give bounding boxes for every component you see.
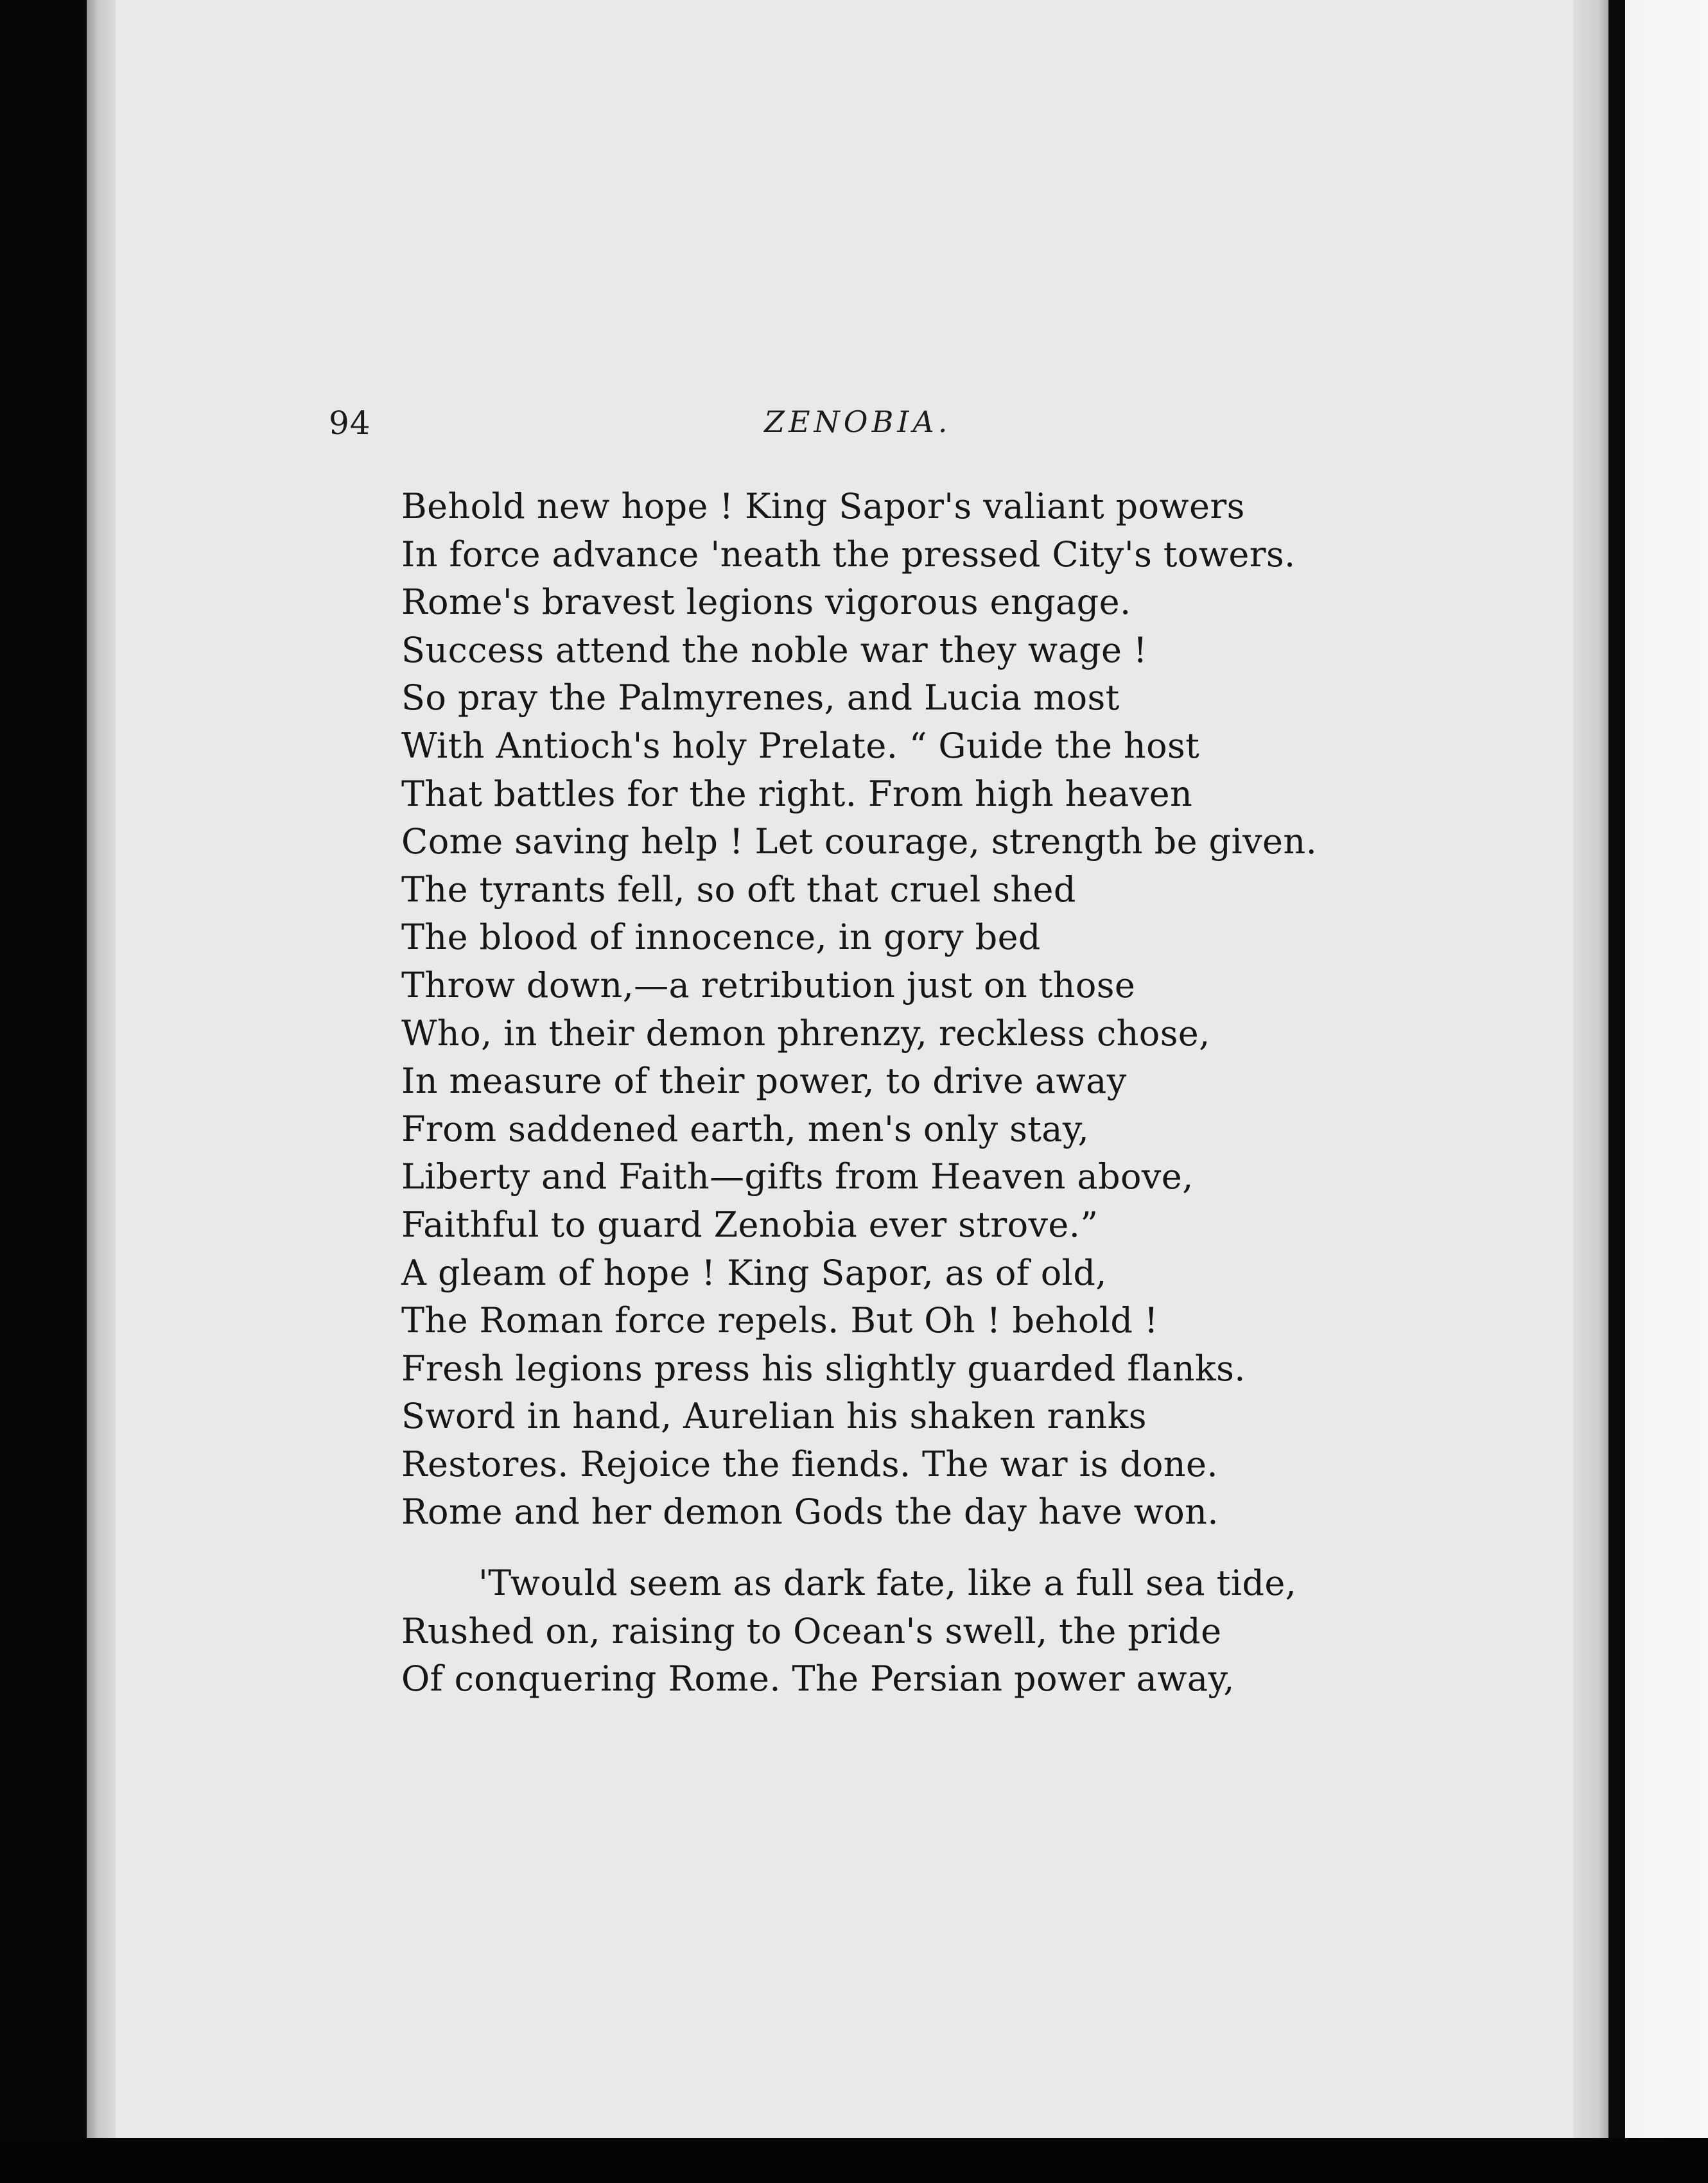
- poem-line: With Antioch's holy Prelate. “ Guide the host: [401, 725, 1200, 766]
- poem-line: In force advance 'neath the pressed City's towers.: [401, 534, 1296, 575]
- poem-line: Of conquering Rome. The Persian power away,: [401, 1658, 1235, 1700]
- poem-line: The tyrants fell, so oft that cruel shed: [401, 869, 1076, 910]
- poem-line: Sword in hand, Aurelian his shaken ranks: [401, 1396, 1147, 1437]
- running-head: ZENOBIA.: [764, 404, 952, 439]
- poem-line: In measure of their power, to drive away: [401, 1061, 1127, 1102]
- poem-line: A gleam of hope ! King Sapor, as of old,: [401, 1252, 1107, 1293]
- poem-line: Faithful to guard Zenobia ever strove.”: [401, 1204, 1099, 1245]
- poem-line: Liberty and Faith—gifts from Heaven above,: [401, 1156, 1194, 1197]
- poem-line: So pray the Palmyrenes, and Lucia most: [401, 677, 1120, 718]
- stanza: [401, 483, 1364, 1536]
- poem-line: Rome and her demon Gods the day have won.: [401, 1492, 1219, 1533]
- poem-line: That battles for the right. From high heaven: [401, 773, 1193, 814]
- poem-line: Success attend the noble war they wage !: [401, 629, 1148, 670]
- page-number: 94: [329, 404, 371, 442]
- poem-line: Come saving help ! Let courage, strength be given.: [401, 821, 1318, 862]
- scan-border-bottom: [0, 2138, 1708, 2183]
- poem-line: Who, in their demon phrenzy, reckless chose,: [401, 1013, 1210, 1054]
- poem-line: The blood of innocence, in gory bed: [401, 917, 1041, 958]
- book-spine: [1608, 0, 1625, 2138]
- poem-line: Fresh legions press his slightly guarded flanks.: [401, 1348, 1246, 1389]
- poem-line: Behold new hope ! King Sapor's valiant powers: [401, 486, 1245, 526]
- poem-line: The Roman force repels. But Oh ! behold !: [401, 1300, 1159, 1341]
- poem-body: [401, 483, 1364, 1703]
- poem-line: From saddened earth, men's only stay,: [401, 1108, 1090, 1149]
- stanza: [401, 1560, 1364, 1703]
- page-edge: [87, 0, 116, 2138]
- poem-line: Rome's bravest legions vigorous engage.: [401, 582, 1131, 623]
- poem-line: 'Twould seem as dark fate, like a full sea tide,: [478, 1563, 1297, 1604]
- poem-line: Rushed on, raising to Ocean's swell, the pride: [401, 1610, 1222, 1651]
- scan-border-left: [0, 0, 87, 2183]
- poem-line: Throw down,—a retribution just on those: [401, 964, 1136, 1005]
- page-header: [0, 404, 1708, 456]
- facing-page-edge: [1625, 0, 1708, 2138]
- poem-line: Restores. Rejoice the fiends. The war is done.: [401, 1443, 1218, 1484]
